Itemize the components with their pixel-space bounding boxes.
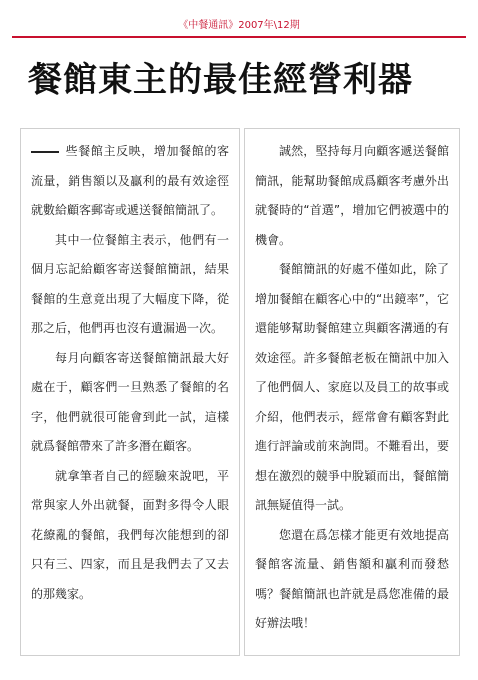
left-column [20, 128, 240, 656]
right-paragraph-2: 餐館簡訊的好處不僅如此，除了增加餐館在顧客心中的“出鏡率”，它還能够幫助餐館建立與顧客溝通的有效途徑。許多餐館老板在簡訊中加入了他們個人、家庭以及員工的故事或介紹，他們表示，經常會有顧客對此進行評論或前來詢問。不難看出，要想在激烈的競爭中脫穎而出，餐館簡訊無疑值得一試。 [255, 262, 449, 512]
left-paragraph-2: 其中一位餐館主表示，他們有一個月忘記給顧客寄送餐館簡訊，結果餐館的生意竟出現了大幅度下降，從那之后，他們再也沒有遺漏過一次。 [31, 232, 229, 335]
drop-cap-mark [31, 151, 59, 153]
left-paragraph-4: 就拿筆者自己的經驗來說吧，平常與家人外出就餐，面對多得令人眼花繚亂的餐館，我們每次能想到的卻只有三、四家，而且是我們去了又去的那幾家。 [31, 468, 229, 601]
left-paragraph-1 [31, 137, 229, 226]
left-paragraph-3: 每月向顧客寄送餐館簡訊最大好處在于，顧客們一旦熟悉了餐館的名字，他們就很可能會到此一試，這樣就爲餐館帶來了許多潛在顧客。 [31, 350, 229, 453]
article-title: 餐館東主的最佳經營利器 [28, 60, 413, 100]
right-paragraph-1: 誠然，堅持每月向顧客遞送餐館簡訊，能幫助餐館成爲顧客考慮外出就餐時的“首選”，增加它們被選中的機會。 [255, 144, 449, 247]
right-paragraph-3: 您還在爲怎樣才能更有效地提高餐館客流量、銷售額和贏利而發愁嗎？餐館簡訊也許就是爲您准備的最好辦法哦！ [255, 527, 449, 630]
left-paragraph-1-text: 些餐館主反映，增加餐館的客流量，銷售額以及贏利的最有效途徑就數給顧客郵寄或遞送餐館簡訊了。 [31, 144, 229, 217]
header-rule [12, 36, 466, 38]
right-column [244, 128, 460, 656]
publication-header: 《中餐通訊》2007年\12期 [178, 20, 300, 31]
